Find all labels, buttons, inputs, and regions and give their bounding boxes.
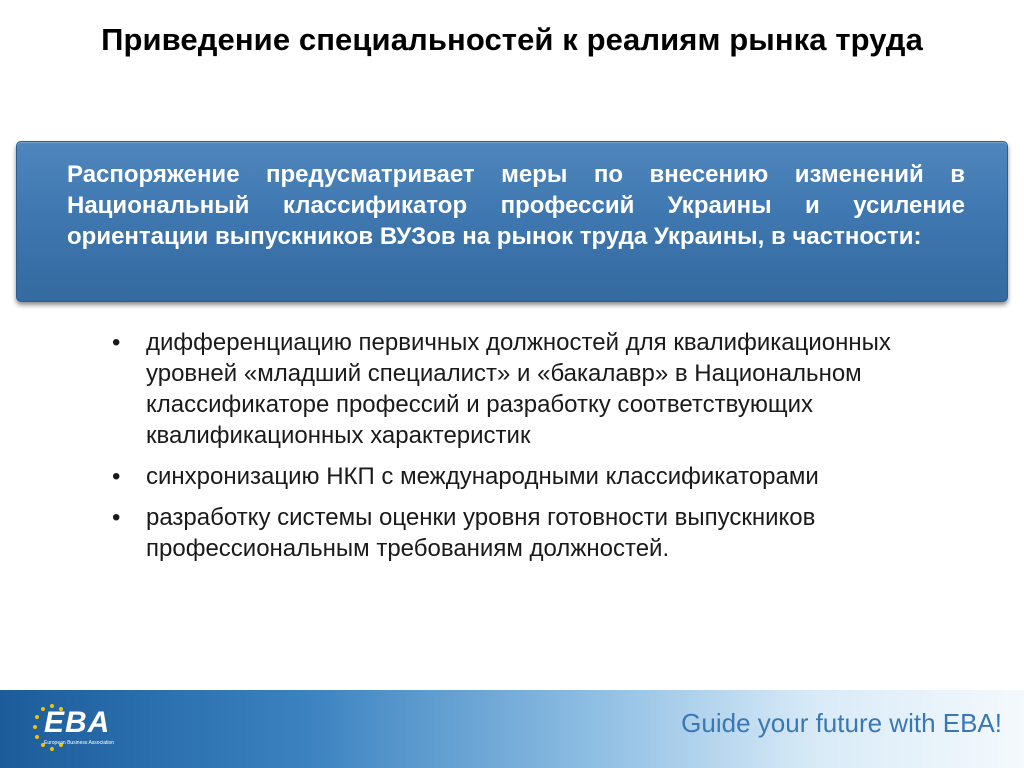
slide-title: Приведение специальностей к реалиям рынка труда [101, 22, 923, 57]
footer-tagline: Guide your future with EBA! [681, 708, 1002, 738]
bullet-text-2: синхронизацию НКП с международными классификаторами [146, 463, 819, 490]
logo-subtitle: European Business Association [44, 740, 115, 746]
bullet-marker: • [112, 329, 121, 356]
bullet-marker: • [112, 463, 121, 490]
bullet-text-1: дифференциацию первичных должностей для квалификационных уровней «младший специалист» и «бакалавр» в Национальном классификаторе профессий и разработку соответствующих квалификационных характеристик [146, 329, 891, 449]
callout-box [16, 141, 1008, 302]
bullet-item-2 [112, 461, 972, 492]
callout-text: Распоряжение предусматривает меры по внесению изменений в Национальный классификатор профессий Украины и усиление ориентации выпускников ВУЗов на рынок труда Украины, в частности: [67, 161, 965, 250]
bullet-list [112, 327, 972, 574]
bullet-text-3: разработку системы оценки уровня готовности выпускников профессиональным требованиям должностей. [146, 504, 816, 562]
eba-logo [30, 700, 120, 756]
bullet-item-3 [112, 502, 972, 564]
logo-wordmark: EBA [44, 706, 111, 739]
bullet-item-1 [112, 327, 972, 451]
bullet-marker: • [112, 504, 121, 531]
